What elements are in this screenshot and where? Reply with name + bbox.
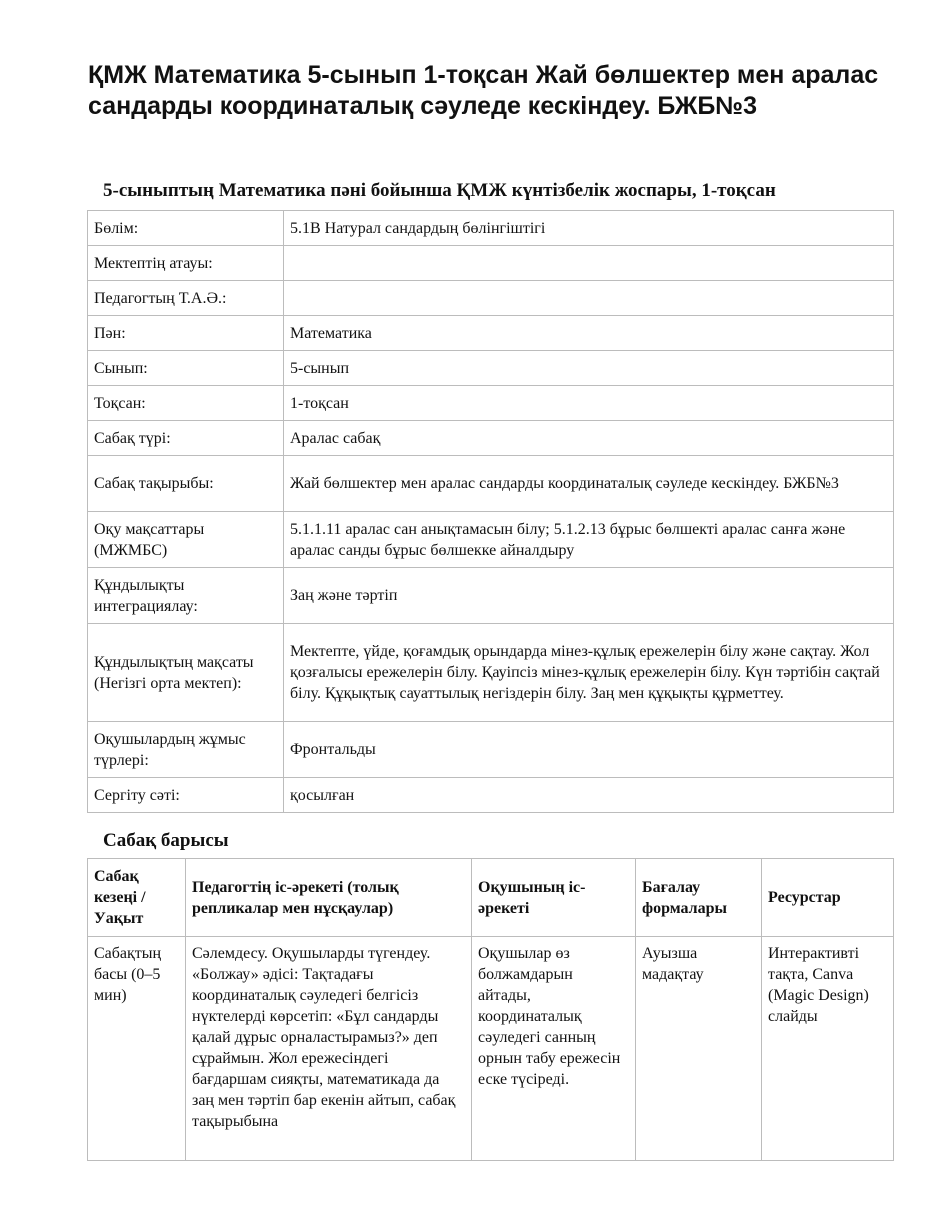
- header-student: Оқушының іс-әрекеті: [472, 859, 636, 937]
- info-value: Аралас сабақ: [284, 421, 894, 456]
- info-row: [88, 722, 894, 778]
- info-row: [88, 624, 894, 722]
- info-row: [88, 778, 894, 813]
- plan-heading: 5-сыныптың Математика пәні бойынша ҚМЖ күнтізбелік жоспары, 1-тоқсан: [103, 180, 776, 201]
- info-row: [88, 456, 894, 512]
- lesson-header-row: [88, 859, 894, 937]
- info-value: қосылған: [284, 778, 894, 813]
- lesson-row: [88, 937, 894, 1161]
- info-value: Фронтальды: [284, 722, 894, 778]
- info-label: Пән:: [88, 316, 284, 351]
- info-row: [88, 211, 894, 246]
- info-label: Сынып:: [88, 351, 284, 386]
- info-value: 5-сынып: [284, 351, 894, 386]
- info-row: [88, 568, 894, 624]
- info-label: Мектептің атауы:: [88, 246, 284, 281]
- info-label: Тоқсан:: [88, 386, 284, 421]
- info-value: [284, 246, 894, 281]
- info-label: Сергіту сәті:: [88, 778, 284, 813]
- info-value: Заң және тәртіп: [284, 568, 894, 624]
- info-row: [88, 386, 894, 421]
- info-value: Математика: [284, 316, 894, 351]
- info-value: Мектепте, үйде, қоғамдық орындарда мінез-құлық ережелерін білу және сақтау. Жол қозғалысы ережелерін білу. Қауіпсіз мінез-құлық ережелерін білу. Күн тәртібін сақтай білу. Құқықтық сауаттылық негіздерін білу. Заң мен құқықты құрметтеу.: [284, 624, 894, 722]
- info-label: Құндылықты интеграциялау:: [88, 568, 284, 624]
- info-row: [88, 246, 894, 281]
- info-row: [88, 512, 894, 568]
- teacher-action-cell: Сәлемдесу. Оқушыларды түгендеу. «Болжау» әдісі: Тақтадағы координаталық сәуледегі белгісіз нүктелерді көрсетіп: «Бұл сандарды қалай дұрыс орналастырамыз?» деп сұраймын. Жол ережесіндегі бағдаршам сияқты, математикада да заң мен тәртіп бар екенін айтып, сабақ тақырыбына: [186, 937, 472, 1161]
- header-teacher: Педагогтің іс-әрекеті (толық репликалар мен нұсқаулар): [186, 859, 472, 937]
- document-title: ҚМЖ Математика 5-сынып 1-тоқсан Жай бөлшектер мен аралас сандарды координаталық сәуледе кескіндеу. БЖБ№3: [88, 61, 879, 120]
- info-label: Педагогтың Т.А.Ә.:: [88, 281, 284, 316]
- info-label: Бөлім:: [88, 211, 284, 246]
- info-row: [88, 421, 894, 456]
- student-action-cell: Оқушылар өз болжамдарын айтады, координаталық сәуледегі санның орнын табу ережесін еске түсіреді.: [472, 937, 636, 1161]
- header-stage: Сабақ кезеңі / Уақыт: [88, 859, 186, 937]
- info-label: Сабақ тақырыбы:: [88, 456, 284, 512]
- assessment-cell: Ауызша мадақтау: [636, 937, 762, 1161]
- lesson-flow-heading: Сабақ барысы: [103, 830, 229, 851]
- info-value: 1-тоқсан: [284, 386, 894, 421]
- info-value: Жай бөлшектер мен аралас сандарды координаталық сәуледе кескіндеу. БЖБ№3: [284, 456, 894, 512]
- resources-cell: Интерактивті тақта, Canva (Magic Design) слайды: [762, 937, 894, 1161]
- info-label: Сабақ түрі:: [88, 421, 284, 456]
- info-row: [88, 351, 894, 386]
- header-assessment: Бағалау формалары: [636, 859, 762, 937]
- info-value: 5.1.1.11 аралас сан анықтамасын білу; 5.1.2.13 бұрыс бөлшекті аралас санға және аралас санды бұрыс бөлшекке айналдыру: [284, 512, 894, 568]
- info-label: Оқу мақсаттары (МЖМБС): [88, 512, 284, 568]
- info-label: Оқушылардың жұмыс түрлері:: [88, 722, 284, 778]
- header-resources: Ресурстар: [762, 859, 894, 937]
- stage-cell: Сабақтың басы (0–5 мин): [88, 937, 186, 1161]
- info-row: [88, 281, 894, 316]
- info-value: 5.1В Натурал сандардың бөлінгіштігі: [284, 211, 894, 246]
- lesson-flow-table: [87, 858, 894, 1161]
- lesson-info-table: [87, 210, 894, 813]
- info-label: Құндылықтың мақсаты (Негізгі орта мектеп):: [88, 624, 284, 722]
- info-value: [284, 281, 894, 316]
- info-row: [88, 316, 894, 351]
